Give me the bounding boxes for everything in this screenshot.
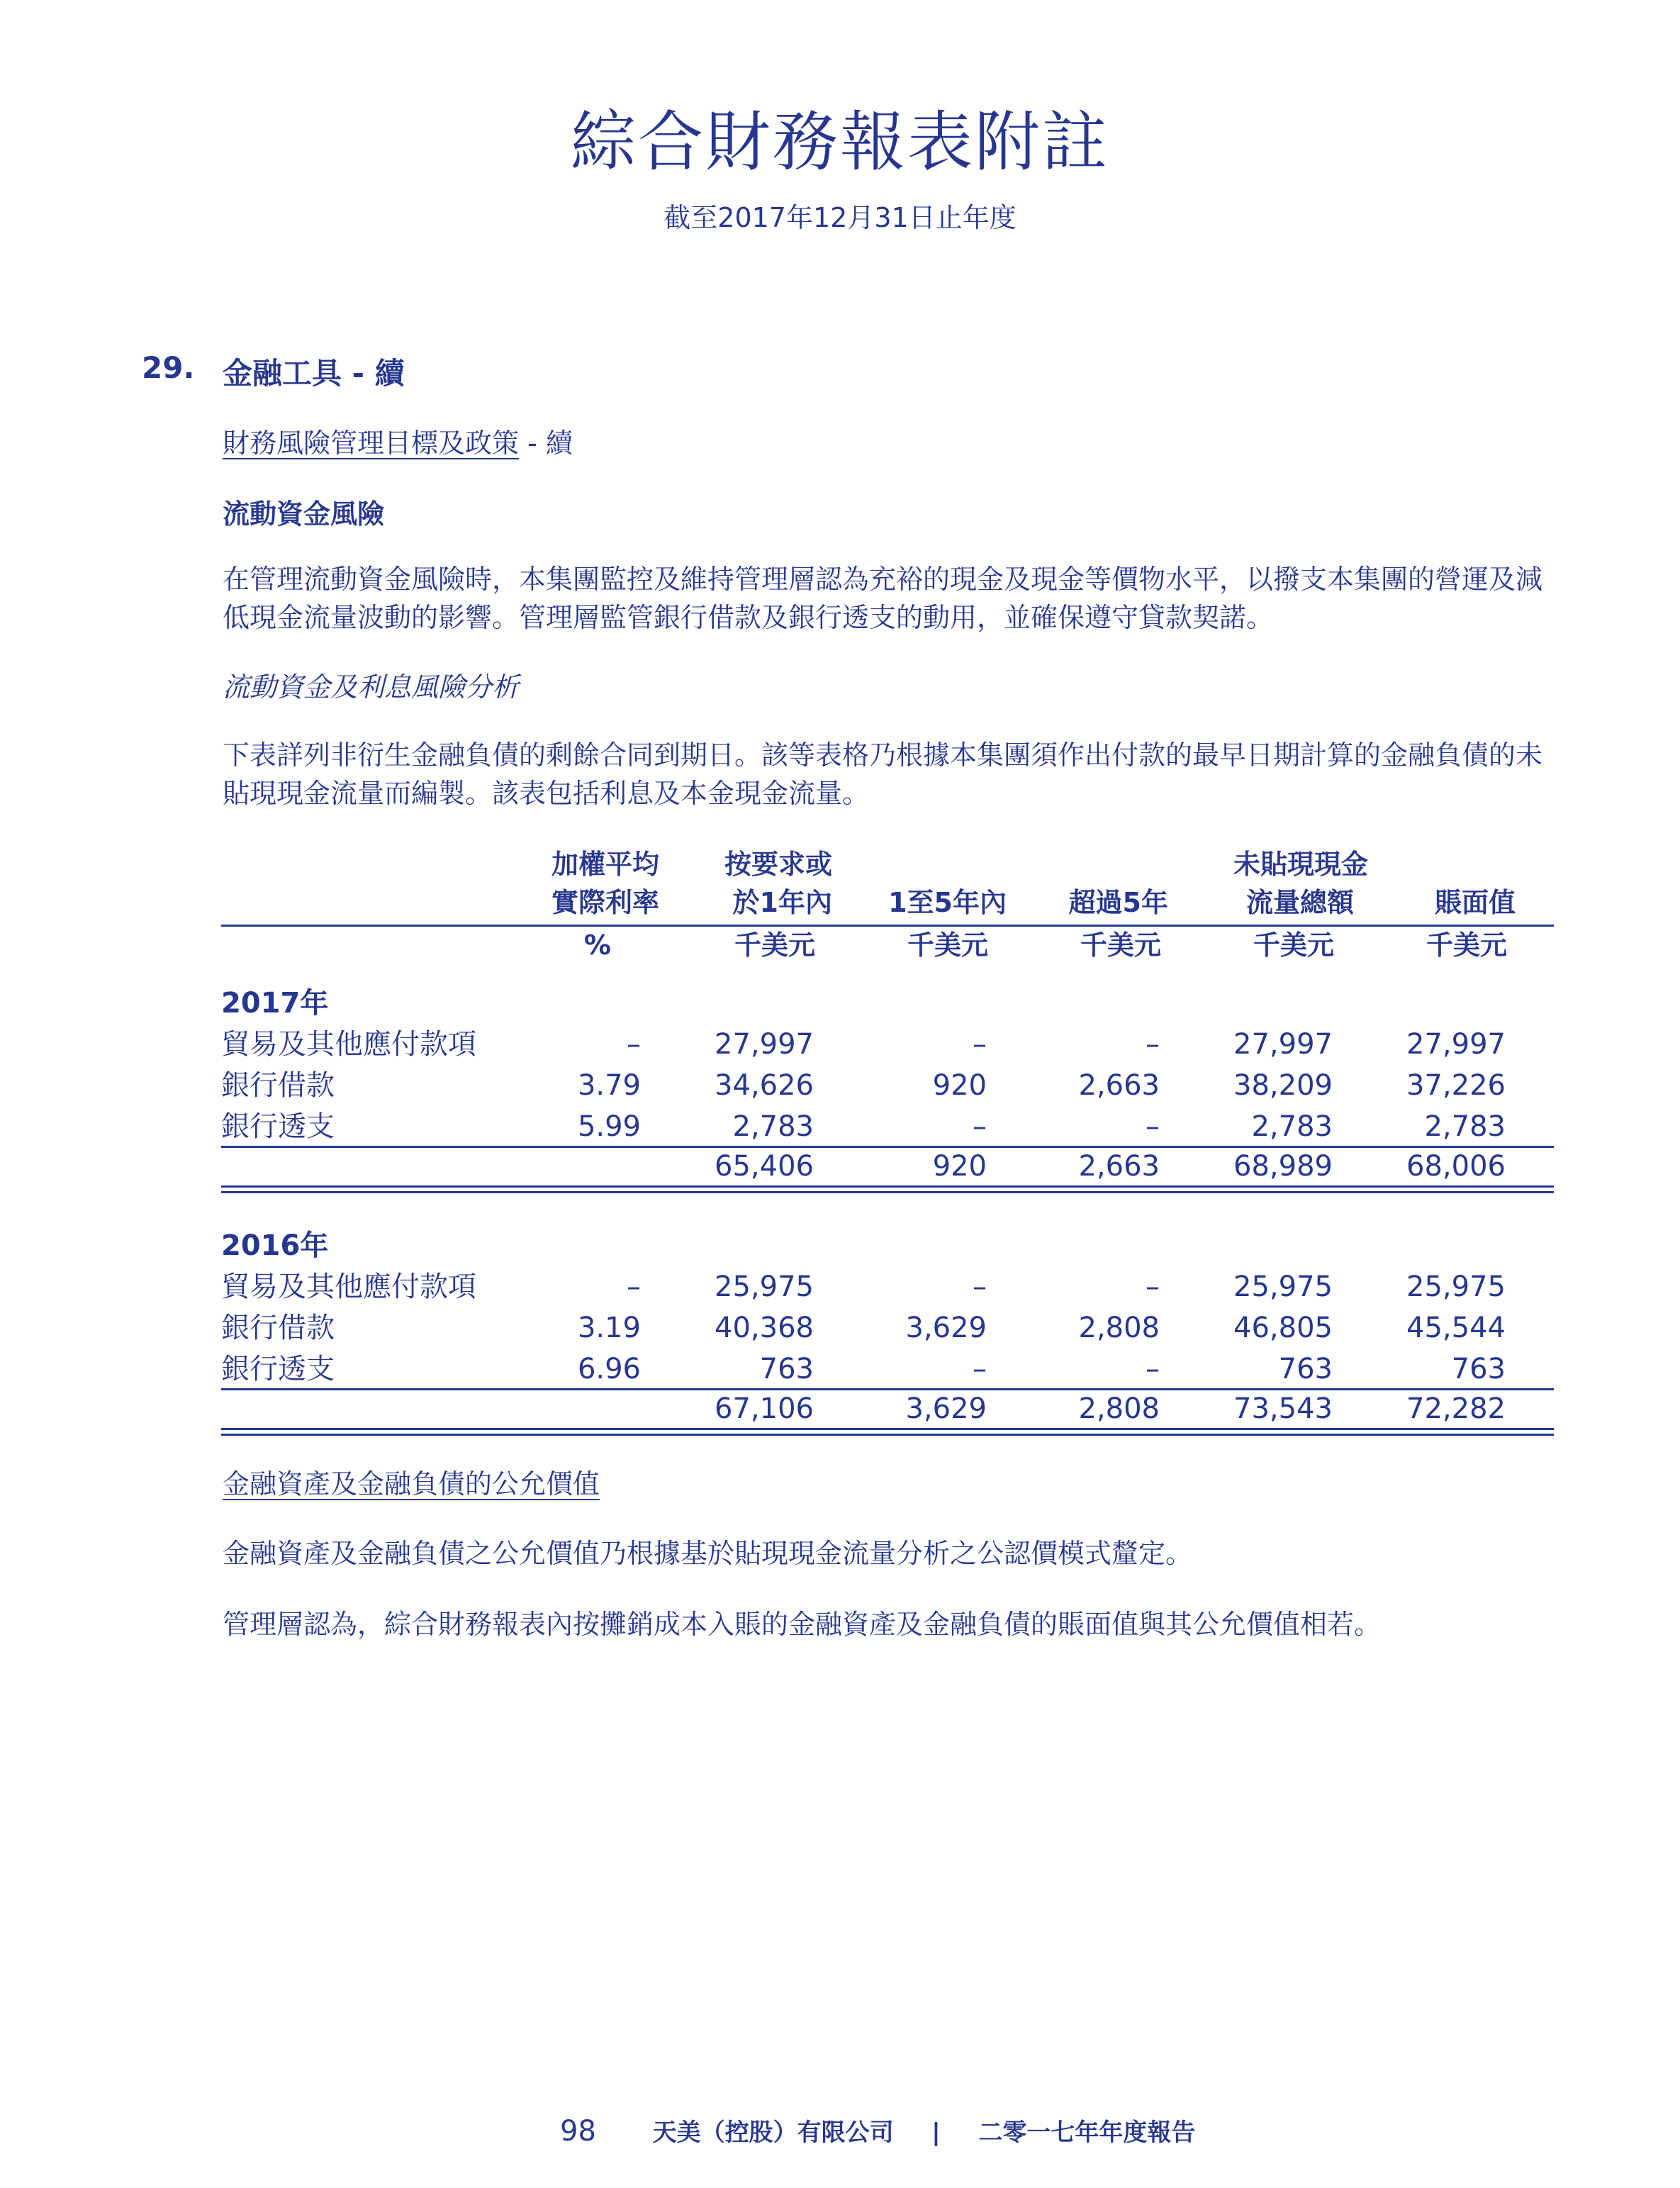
table-cell: 37,226: [1406, 1069, 1506, 1102]
fair-value-heading-text: 金融資產及金融負債的公允價值: [223, 1468, 600, 1500]
risk-policy-subheading-text: 財務風險管理目標及政策: [223, 428, 520, 459]
page-subtitle: 截至2017年12月31日止年度: [663, 202, 1017, 233]
table-cell: 2,783: [1424, 1110, 1506, 1143]
analysis-heading: 流動資金及利息風險分析: [223, 671, 520, 703]
total-cell: 67,106: [715, 1392, 814, 1425]
table-cell: –: [1146, 1028, 1160, 1061]
year-2016-label: 2016年: [221, 1229, 329, 1262]
footer: [560, 2113, 1195, 2148]
table-cell: 38,209: [1233, 1069, 1333, 1102]
table-cell: 2,783: [732, 1110, 814, 1143]
table-cell: 2,783: [1251, 1110, 1333, 1143]
table-cell: 2,808: [1078, 1312, 1160, 1344]
double-rule-2016-b: [221, 1434, 1554, 1436]
col-unit-rate: %: [583, 930, 611, 961]
table-cell: 25,975: [715, 1271, 814, 1303]
footer-company: 天美（控股）有限公司: [652, 2119, 894, 2147]
page-title: 綜合財務報表附註: [570, 104, 1109, 180]
table-cell: 25,975: [1233, 1271, 1333, 1303]
liquidity-paragraph: 在管理流動資金風險時，本集團監控及維持管理層認為充裕的現金及現金等價物水平，以撥支本集團的營運及減低現金流量波動的影響。管理層監管銀行借款及銀行透支的動用，並確保遵守貸款契諾。: [223, 564, 1543, 633]
page-number: 98: [560, 2115, 596, 2148]
double-rule-2017-a: [221, 1185, 1554, 1188]
row-2017-trade-label: 貿易及其他應付款項: [221, 1028, 476, 1061]
col-unit-1to5: 千美元: [907, 930, 988, 961]
total-cell: 3,629: [905, 1392, 987, 1425]
section-title: 金融工具 - 續: [223, 356, 405, 391]
table-header-rule: [221, 925, 1554, 927]
table-cell: –: [973, 1028, 987, 1061]
row-2017-overdraft-label: 銀行透支: [221, 1110, 335, 1143]
table-cell: 3,629: [905, 1312, 987, 1344]
col-unit-demand: 千美元: [734, 930, 815, 961]
total-cell: 2,663: [1078, 1150, 1160, 1183]
table-cell: –: [1146, 1271, 1160, 1303]
table-cell: 45,544: [1406, 1312, 1506, 1344]
table-cell: 763: [1278, 1353, 1333, 1385]
table-cell: 3.19: [577, 1312, 641, 1344]
total-rule-2016: [221, 1388, 1554, 1390]
double-rule-2017-b: [221, 1191, 1554, 1193]
table-cell: –: [1146, 1110, 1160, 1143]
table-cell: 2,663: [1078, 1069, 1160, 1102]
total-cell: 65,406: [715, 1150, 814, 1183]
table-cell: 27,997: [1233, 1028, 1333, 1061]
table-cell: 27,997: [1406, 1028, 1506, 1061]
total-cell: 73,543: [1233, 1392, 1333, 1425]
table-cell: –: [1146, 1353, 1160, 1385]
fair-value-paragraph-2: 管理層認為，綜合財務報表內按攤銷成本入賬的金融資產及金融負債的賬面值與其公允價值相若。: [223, 1609, 1382, 1640]
col-header-1to5-line2: 1至5年內: [888, 887, 1007, 918]
row-2016-overdraft-label: 銀行透支: [221, 1353, 335, 1385]
total-cell: 68,989: [1233, 1150, 1333, 1183]
analysis-paragraph: 下表詳列非衍生金融負債的剩餘合同到期日。該等表格乃根據本集團須作出付款的最早日期計算的金融負債的未貼現現金流量而編製。該表包括利息及本金現金流量。: [223, 739, 1543, 809]
fair-value-heading: [223, 1465, 1562, 1503]
col-header-undiscounted-line2: 流量總額: [1245, 887, 1354, 918]
table-cell: –: [973, 1110, 987, 1143]
row-2016-bank-borrowings-label: 銀行借款: [221, 1312, 335, 1344]
fair-value-paragraph-1: 金融資產及金融負債之公允價值乃根據基於貼現現金流量分析之公認價模式釐定。: [223, 1538, 1193, 1569]
col-unit-carrying: 千美元: [1426, 930, 1507, 961]
table-cell: 46,805: [1233, 1312, 1333, 1344]
table-cell: 6.96: [577, 1353, 641, 1385]
table-cell: 763: [1451, 1353, 1506, 1385]
col-header-rate-line2: 實際利率: [551, 887, 659, 918]
row-2016-trade-label: 貿易及其他應付款項: [221, 1271, 476, 1303]
col-header-undiscounted-line1: 未貼現現金: [1233, 849, 1368, 880]
col-header-demand-line2: 於1年內: [732, 887, 832, 918]
col-unit-over5: 千美元: [1080, 930, 1161, 961]
table-cell: –: [973, 1353, 987, 1385]
table-cell: 34,626: [715, 1069, 814, 1102]
col-header-demand-line1: 按要求或: [724, 849, 832, 880]
total-cell: 72,282: [1406, 1392, 1506, 1425]
footer-report: 二零一七年年度報告: [978, 2119, 1196, 2147]
table-cell: 27,997: [715, 1028, 814, 1061]
row-2017-bank-borrowings-label: 銀行借款: [221, 1069, 335, 1102]
total-cell: 2,808: [1078, 1392, 1160, 1425]
table-cell: 25,975: [1406, 1271, 1506, 1303]
total-rule-2017: [221, 1146, 1554, 1148]
table-cell: 5.99: [577, 1110, 641, 1143]
table-cell: –: [973, 1271, 987, 1303]
footer-separator: |: [931, 2119, 941, 2147]
table-cell: 763: [759, 1353, 814, 1385]
table-cell: –: [627, 1271, 641, 1303]
liquidity-heading: 流動資金風險: [223, 498, 385, 530]
section-number: 29.: [142, 350, 195, 385]
total-cell: 920: [932, 1150, 987, 1183]
risk-policy-subheading: [223, 421, 573, 460]
table-cell: 920: [932, 1069, 987, 1102]
risk-policy-subheading-suffix: - 續: [519, 428, 573, 459]
total-cell: 68,006: [1406, 1150, 1506, 1183]
year-2017-label: 2017年: [221, 987, 329, 1020]
col-header-carrying-line2: 賬面值: [1434, 887, 1516, 918]
double-rule-2016-a: [221, 1428, 1554, 1430]
col-header-over5-line2: 超過5年: [1068, 887, 1168, 918]
table-cell: 40,368: [715, 1312, 814, 1344]
table-cell: –: [627, 1028, 641, 1061]
table-cell: 3.79: [577, 1069, 641, 1102]
col-header-rate-line1: 加權平均: [551, 849, 659, 880]
col-unit-undiscounted: 千美元: [1253, 930, 1334, 961]
